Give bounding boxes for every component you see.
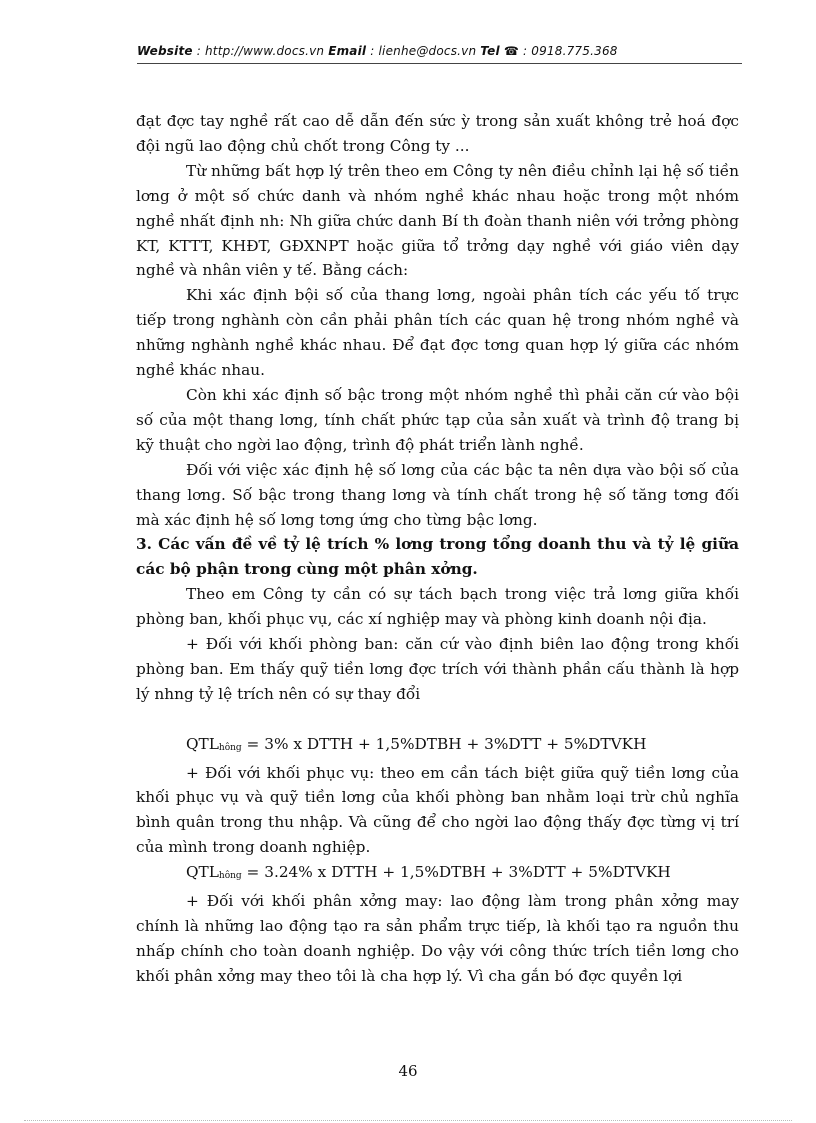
paragraph: + Đối với khối phòng ban: căn cứ vào định biên lao động trong khối phòng ban. Em thấy quỹ tiền lơng đợc trích với thành phần cấu thành là hợp lý nhng tỷ lệ trích nên có sự thay đổi [136, 635, 739, 703]
formula-expression: = 3% x DTTH + 1,5%DTBH + 3%DTT + 5%DTVKH [241, 734, 647, 753]
formula-symbol: QTL [186, 734, 219, 753]
website-url: : http://www.docs.vn [192, 44, 329, 58]
formula-subscript: hông [218, 742, 242, 753]
spacer [136, 707, 739, 732]
section-heading: 3. Các vấn đề về tỷ lệ trích % lơng trong tổng doanh thu và tỷ lệ giữa các bộ phận trong cùng một phân xởng. [136, 535, 739, 579]
formula-symbol: QTL [186, 863, 219, 882]
footer-divider [24, 1120, 792, 1121]
paragraph: + Đối với khối phục vụ: theo em cần tách biệt giữa quỹ tiền lơng của khối phục vụ và quỹ tiền lơng của khối phòng ban nhằm loại trừ chủ nghĩa bình quân trong thu nhập. Và cũng để cho ngời lao động thấy đợc từng vị trí của mình trong doanh nghiệp. [136, 763, 739, 857]
paragraph: Còn khi xác định số bậc trong một nhóm nghề thì phải căn cứ vào bội số của một thang lơng, tính chất phức tạp của sản xuất và trình độ trang bị kỹ thuật cho ngời lao động, trình độ phát triển lành nghề. [136, 385, 739, 454]
paragraph: Từ những bất hợp lý trên theo em Công ty nên điều chỉnh lại hệ số tiền lơng ở một số chức danh và nhóm nghề khác nhau hoặc trong một nhóm nghề nhất định nh: Nh giữa chức danh Bí th đoàn thanh niên với trởng phòng KT, KTTT, KHĐT, GĐXNPT hoặc giữa tổ trởng dạy nghề với giáo viên dạy nghề và nhân viên y tế. Bằng cách: [136, 161, 739, 280]
email-label: Email [328, 44, 367, 58]
document-body [136, 109, 739, 989]
tel-number: : 0918.775.368 [518, 44, 618, 58]
paragraph: + Đối với khối phân xởng may: lao động làm trong phân xởng may chính là những lao động tạo ra sản phẩm trực tiếp, là khối tạo ra nguồn thu nhấp chính cho toàn doanh nghiệp. Do vậy với công thức trích tiền lơng cho khối phân xởng may theo tôi là cha hợp lý. Vì cha gắn bó đợc quyền lợi [136, 892, 739, 985]
paragraph: đạt đợc tay nghề rất cao dễ dẫn đến sức ỳ trong sản xuất không trẻ hoá đợc đội ngũ lao động chủ chốt trong Công ty ... [136, 112, 739, 155]
paragraph: Đối với việc xác định hệ số lơng của các bậc ta nên dựa vào bội số của thang lơng. Số bậc trong thang lơng và tính chất trong hệ số tăng tơng đối mà xác định hệ số lơng tơng ứng cho từng bậc lơng. [136, 460, 739, 529]
tel-label: Tel [480, 44, 500, 58]
formula-subscript: hông [218, 871, 242, 882]
website-label: Website [137, 44, 193, 58]
paragraph: Theo em Công ty cần có sự tách bạch trong việc trả lơng giữa khối phòng ban, khối phục vụ, các xí nghiệp may và phòng kinh doanh nội địa. [136, 585, 739, 629]
page-header [137, 44, 742, 58]
phone-icon: ☎ [503, 44, 519, 58]
page-number: 46 [398, 1062, 418, 1080]
formula-line [136, 732, 739, 761]
formula-expression: = 3.24% x DTTH + 1,5%DTBH + 3%DTT + 5%DTVKH [241, 863, 671, 882]
formula-line [136, 860, 739, 889]
email-address: : lienhe@docs.vn [366, 44, 481, 58]
paragraph: Khi xác định bội số của thang lơng, ngoài phân tích các yếu tố trực tiếp trong nghành còn cần phải phân tích các quan hệ trong nhóm nghề và những nghành nghề khác nhau. Để đạt đợc tơng quan hợp lý giữa các nhóm nghề khác nhau. [136, 286, 739, 380]
header-divider [137, 63, 742, 64]
